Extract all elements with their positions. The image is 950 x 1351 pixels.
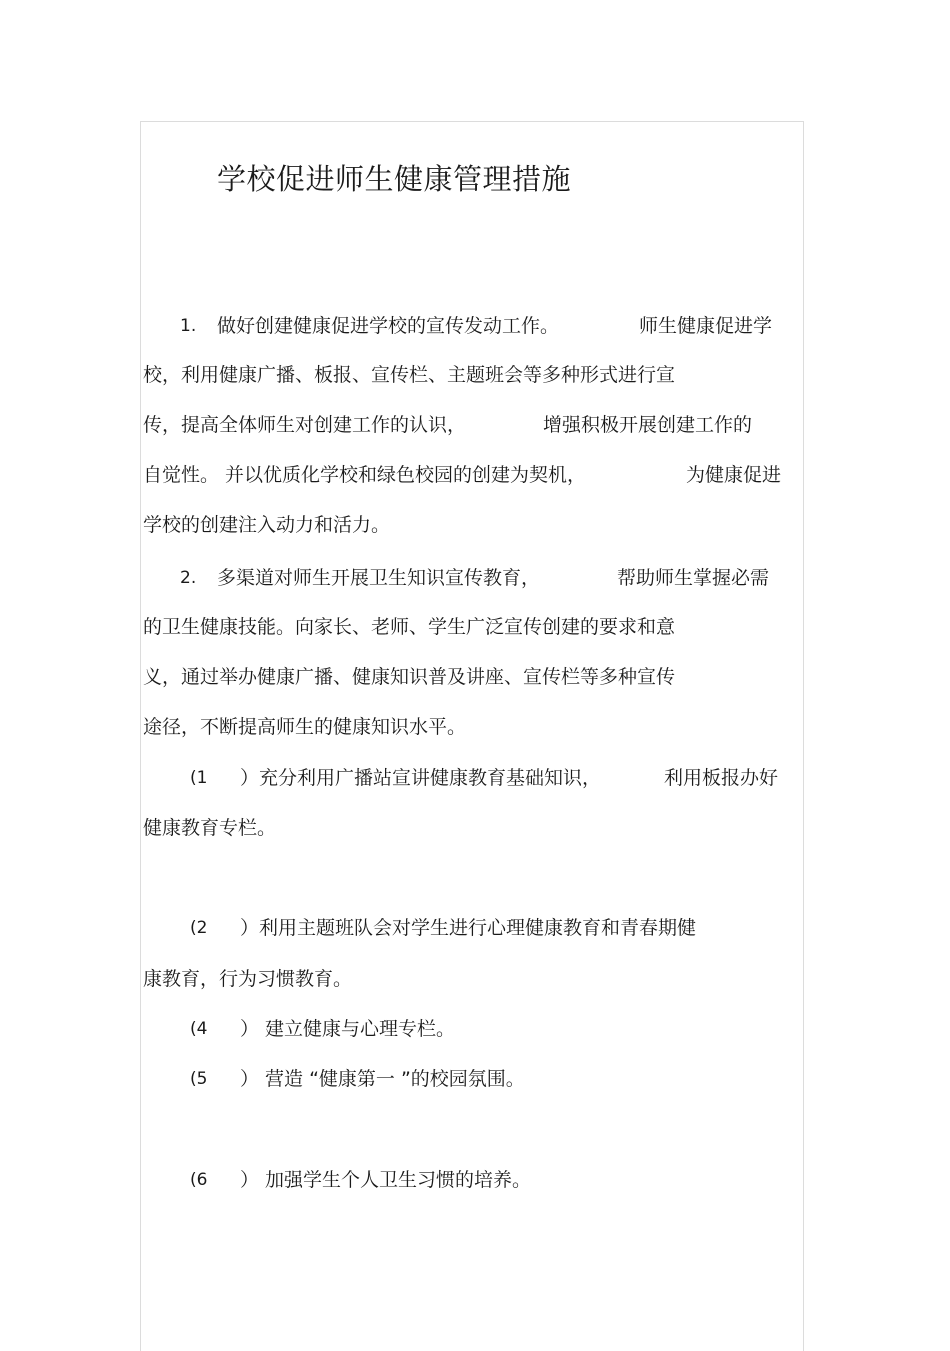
paragraph-line: ）充分利用广播站宣讲健康教育基础知识， <box>240 767 602 789</box>
sub-item-number: (4 <box>190 1019 208 1039</box>
paragraph-line: 做好创建健康促进学校的宣传发动工作。 <box>217 315 560 337</box>
paragraph-line: 为健康促进 <box>686 464 782 486</box>
sub-item-number: (6 <box>190 1170 208 1190</box>
paragraph-line: ）利用主题班队会对学生进行心理健康教育和青春期健 <box>240 917 697 939</box>
paragraph-line: ） 建立健康与心理专栏。 <box>240 1018 456 1040</box>
sub-item-number: (2 <box>190 918 208 938</box>
sub-item-number: (5 <box>190 1069 208 1089</box>
paragraph-line: 校，利用健康广播、板报、宣传栏、主题班会等多种形式进行宣 <box>143 364 676 386</box>
sub-item-number: (1 <box>190 768 208 788</box>
paragraph-line: 义，通过举办健康广播、健康知识普及讲座、宣传栏等多种宣传 <box>143 666 676 688</box>
paragraph-line: 康教育，行为习惯教育。 <box>143 968 353 990</box>
paragraph-line: 帮助师生掌握必需 <box>617 567 770 589</box>
paragraph-line: ） 加强学生个人卫生习惯的培养。 <box>240 1169 532 1191</box>
item-number-1: 1. <box>180 316 197 336</box>
paragraph-line: 的卫生健康技能。向家长、老师、学生广泛宣传创建的要求和意 <box>143 616 676 638</box>
paragraph-line: 途径，不断提高师生的健康知识水平。 <box>143 716 467 738</box>
paragraph-line: 多渠道对师生开展卫生知识宣传教育， <box>217 567 541 589</box>
paragraph-line: 学校的创建注入动力和活力。 <box>143 514 391 536</box>
paragraph-line: 传，提高全体师生对创建工作的认识， <box>143 414 467 436</box>
item-number-2: 2. <box>180 568 197 588</box>
document-title: 学校促进师生健康管理措施 <box>217 162 572 196</box>
paragraph-line: 健康教育专栏。 <box>143 817 277 839</box>
paragraph-line: 利用板报办好 <box>664 767 779 789</box>
paragraph-line: 自觉性。 并以优质化学校和绿色校园的创建为契机， <box>143 464 587 486</box>
paragraph-line: 师生健康促进学 <box>639 315 773 337</box>
paragraph-line: ） 营造 “健康第一 ”的校园氛围。 <box>240 1068 525 1090</box>
paragraph-line: 增强积极开展创建工作的 <box>543 414 753 436</box>
